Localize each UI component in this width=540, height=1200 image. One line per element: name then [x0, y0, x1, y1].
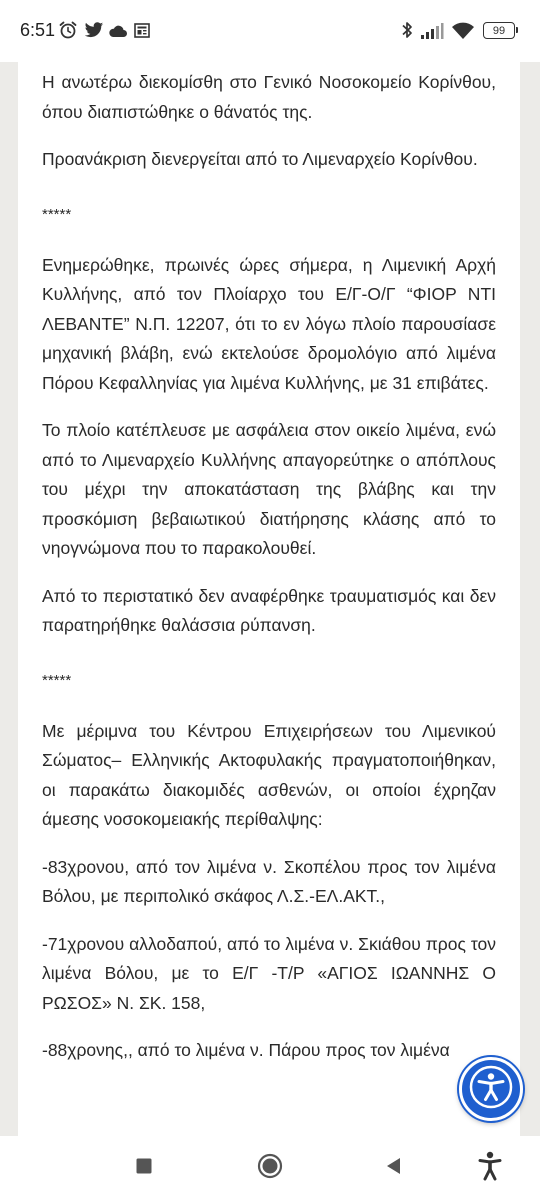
section-separator: ***** — [42, 671, 72, 689]
accessibility-shortcut-button[interactable] — [470, 1148, 510, 1188]
article-paragraph: Η ανωτέρω διεκομίσθη στο Γενικό Νοσοκομείο Κορίνθου, όπου διαπιστώθηκε ο θάνατός της. — [42, 72, 496, 122]
article-content[interactable] — [18, 40, 520, 1136]
article-paragraph: Το πλοίο κατέπλευσε με ασφάλεια στον οικείο λιμένα, ενώ από το Λιμεναρχείο Κυλλήνης απαγορεύτηκε ο απόπλους του μέχρι την αποκατάσταση της βλάβης και την προσκόμιση βεβαιωτικού διατήρησης κλάσης από το νηογνώμονα που το παρακολουθεί. — [42, 420, 496, 558]
accessibility-icon — [468, 1064, 514, 1115]
section-separator: ***** — [42, 205, 72, 223]
battery-icon: 99 — [483, 22, 515, 39]
back-button[interactable] — [374, 1148, 414, 1188]
bluetooth-icon — [400, 20, 414, 45]
recents-square-icon — [135, 1157, 153, 1180]
cloud-icon — [108, 24, 128, 43]
twitter-icon — [84, 22, 104, 44]
back-triangle-icon — [384, 1156, 404, 1181]
home-button[interactable] — [250, 1148, 290, 1188]
signal-icon — [420, 22, 444, 45]
article-paragraph: -83χρονου, από τον λιμένα ν. Σκοπέλου προς τον λιμένα Βόλου, με περιπολικό σκάφος Λ.Σ.-ΕΛ.ΑΚΤ., — [42, 856, 496, 906]
news-icon — [134, 23, 150, 43]
alarm-icon — [58, 20, 78, 45]
article-paragraph: -71χρονου αλλοδαπού, από το λιμένα ν. Σκιάθου προς τον λιμένα Βόλου, με το Ε/Γ -Τ/Ρ «ΑΓΙΟΣ ΙΩΑΝΝΗΣ Ο ΡΩΣΟΣ» Ν. ΣΚ. 158, — [42, 933, 496, 1013]
wifi-icon — [451, 22, 475, 45]
status-bar — [0, 0, 540, 62]
article-paragraph: Από το περιστατικό δεν αναφέρθηκε τραυματισμός και δεν παρατηρήθηκε θαλάσσια ρύπανση. — [42, 585, 496, 635]
article-paragraph: Προανάκριση διενεργείται από το Λιμεναρχείο Κορίνθου. — [42, 149, 478, 169]
article-paragraph: Με μέριμνα του Κέντρου Επιχειρήσεων του Λιμενικού Σώματος– Ελληνικής Ακτοφυλακής πραγματοποιήθηκαν, οι παρακάτω διακομιδές ασθενών, οι οποίοι έχρηζαν άμεσης νοσοκομειακής περίθαλψης: — [42, 720, 496, 829]
navigation-bar — [0, 1136, 540, 1200]
recents-button[interactable] — [124, 1148, 164, 1188]
article-paragraph: Ενημερώθηκε, πρωινές ώρες σήμερα, η Λιμενική Αρχή Κυλλήνης, από τον Πλοίαρχο του Ε/Γ-Ο/Γ “ΦΙΟΡ ΝΤΙ ΛΕΒΑΝΤΕ” Ν.Π. 12207, ότι το εν λόγω πλοίο παρουσίασε μηχανική βλάβη, ενώ εκτελούσε δρομολόγιο από λιμένα Πόρου Κεφαλληνίας για λιμένα Κυλλήνης, με 31 επιβάτες. — [42, 254, 496, 393]
article-paragraph: -88χρονης,, από το λιμένα ν. Πάρου προς τον λιμένα — [42, 1040, 450, 1060]
accessibility-button[interactable] — [459, 1057, 523, 1121]
home-circle-icon — [257, 1153, 283, 1184]
accessibility-icon — [478, 1151, 502, 1186]
status-time: 6:51 — [20, 20, 56, 40]
